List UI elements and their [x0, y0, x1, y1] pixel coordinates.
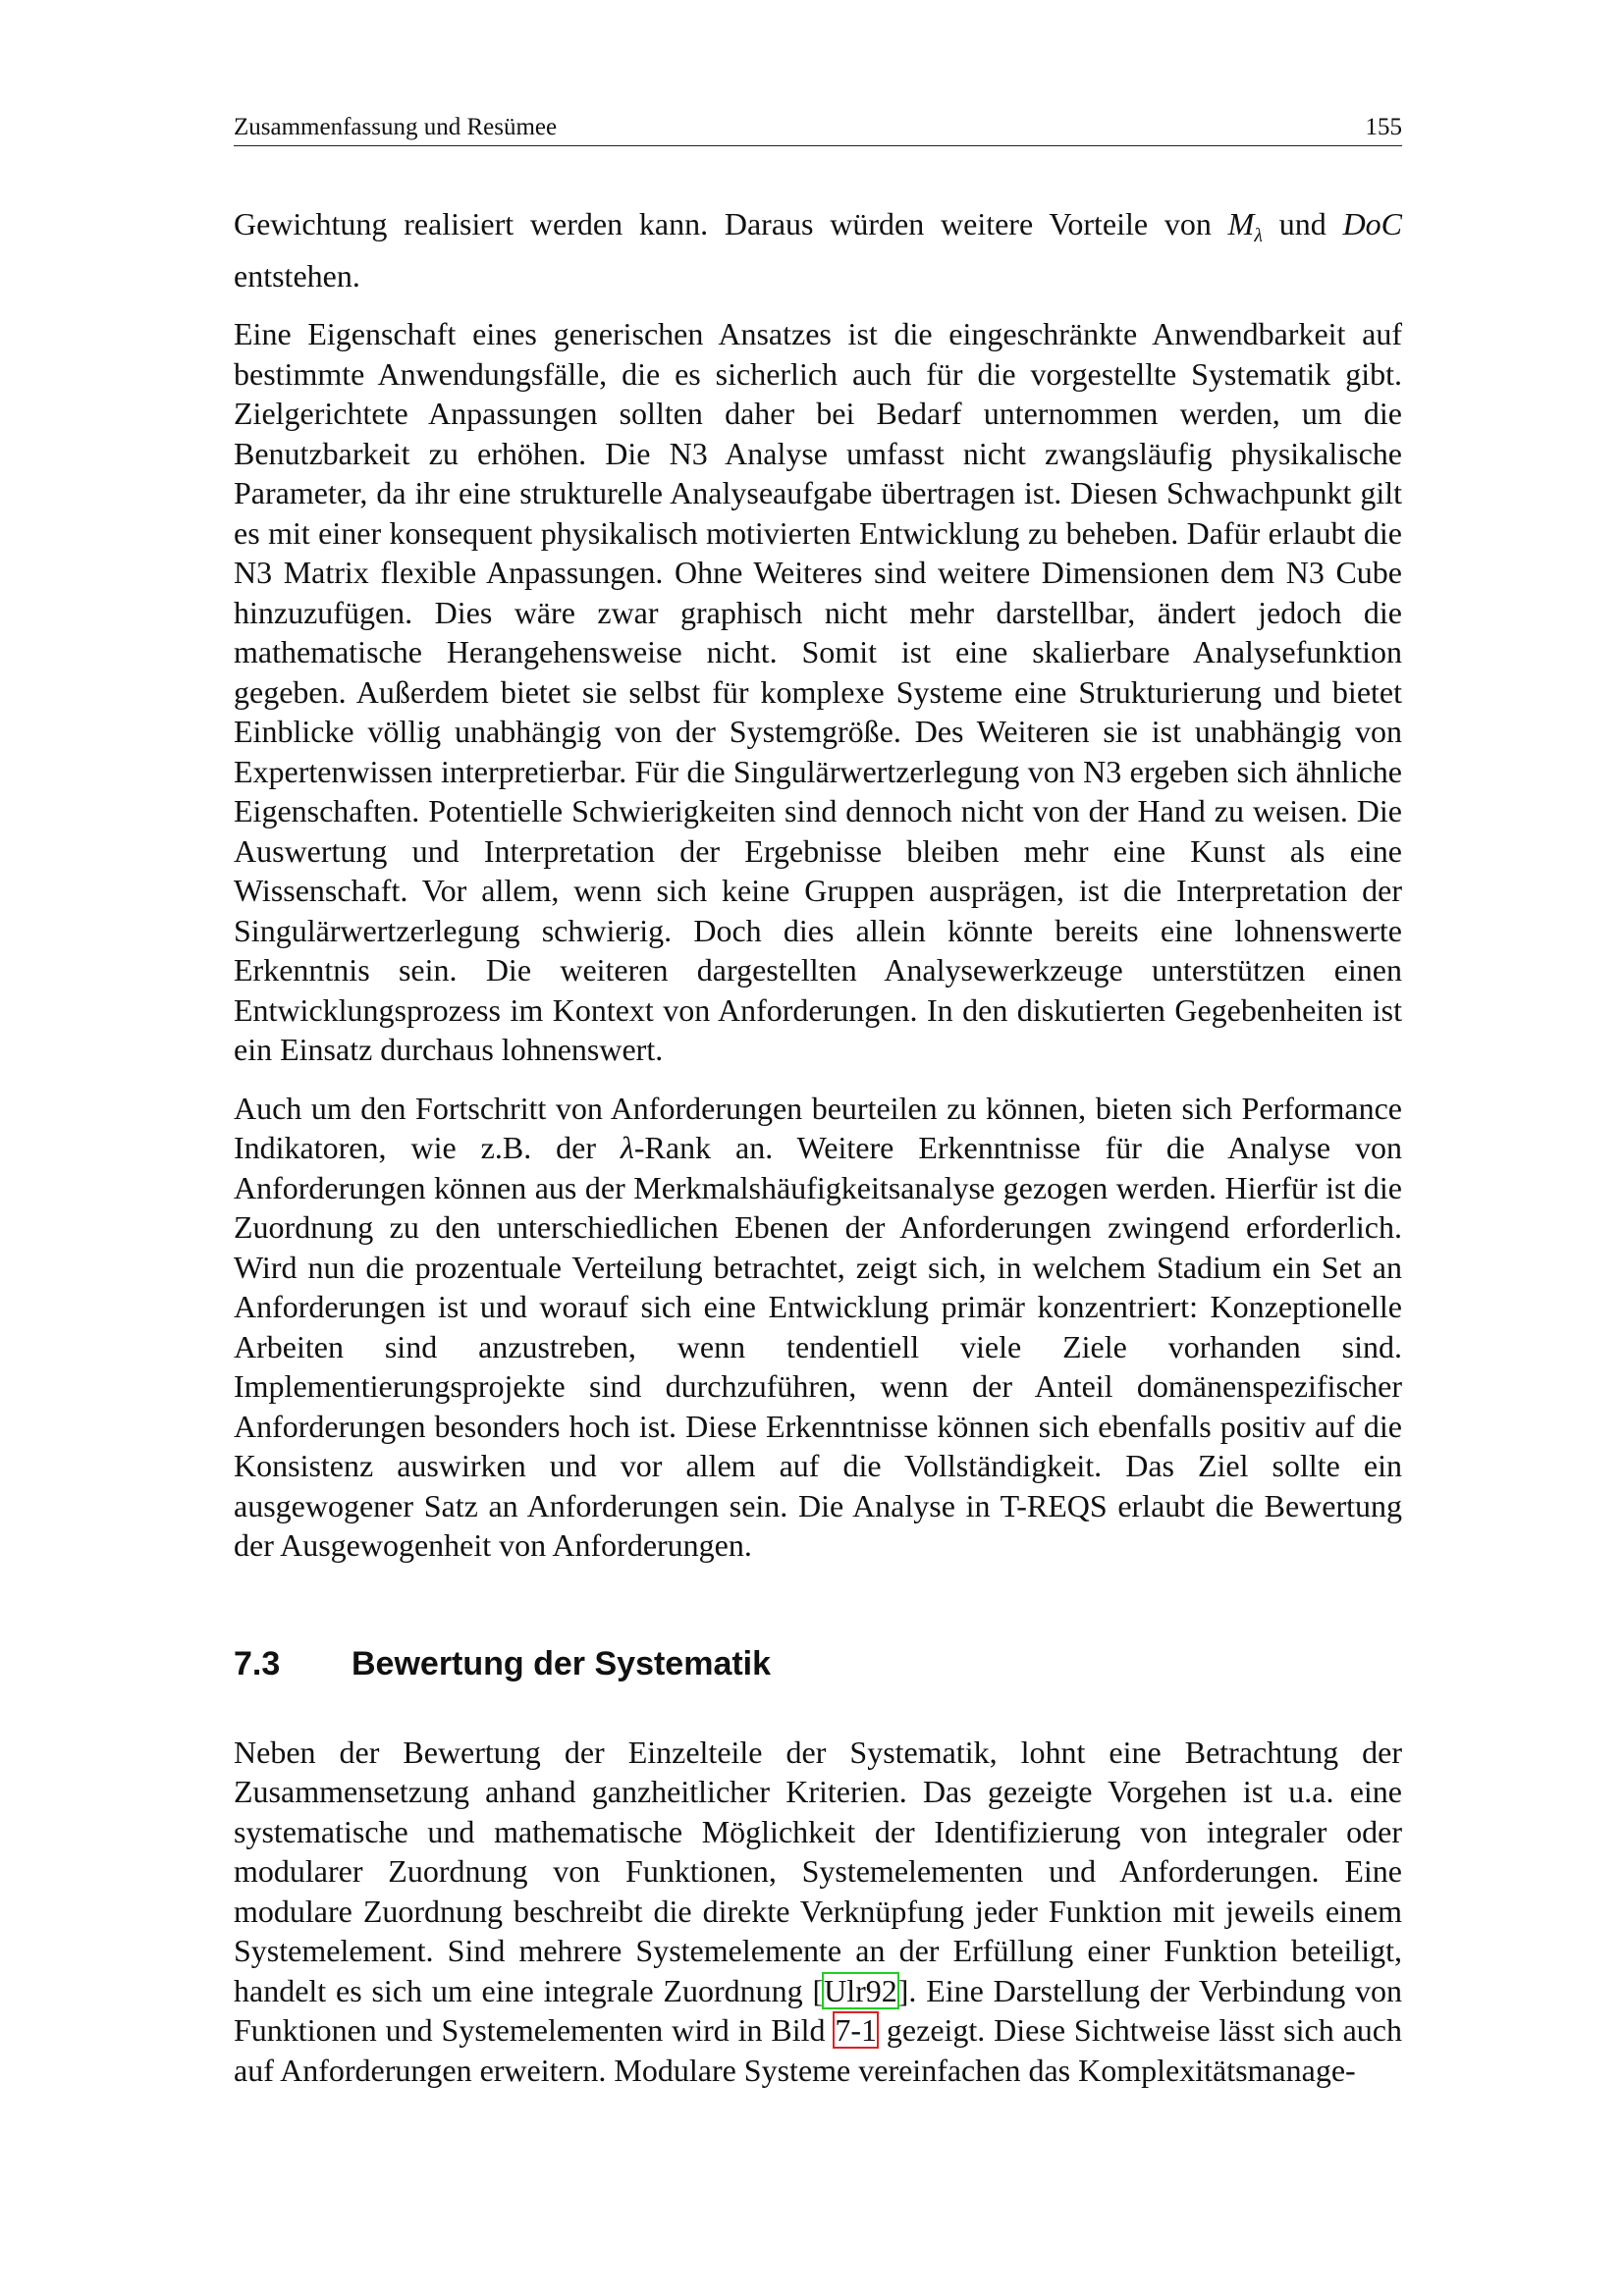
page-header	[234, 110, 1402, 146]
math-m: M	[1227, 206, 1255, 241]
page-number: 155	[1365, 114, 1402, 140]
section-title: Bewertung der Systematik	[352, 1644, 772, 1682]
section-number: 7.3	[234, 1644, 281, 1682]
citation-open-bracket: [	[812, 1972, 824, 2008]
page-body	[234, 204, 1402, 2109]
paragraph-3	[234, 1089, 1402, 1566]
paragraph-4	[234, 1733, 1402, 2091]
paragraph-4-text-a: Neben der Bewertung der Einzelteile der Systematik, lohnt eine Betrachtung der Zusammensetzung anhand ganzheitlicher Kriterien. Das gezeigte Vorgehen ist u.a. eine systematische und mathematische Möglichkeit der Identifizierung von integraler oder modularer Zuordnung von Funktionen, Systemelementen und Anforderungen. Eine modulare Zuordnung beschreibt die direkte Verknüpfung jeder Funktion mit jeweils einem Systemelement. Sind mehrere Systemelemente an der Erfüllung einer Funktion beteiligt, handelt es sich um eine integrale Zuordnung	[234, 1734, 1402, 2008]
paragraph-2: Eine Eigenschaft eines generischen Ansatzes ist die eingeschränkte Anwendbarkeit auf bestimmte Anwendungsfälle, die es sicherlich auch für die vorgestellte Systematik gibt. Zielgerichtete Anpassungen sollten daher bei Bedarf unternommen werden, um die Benutzbarkeit zu erhöhen. Die N3 Analyse umfasst nicht zwangsläufig physikalische Parameter, da ihr eine strukturelle Analyseaufgabe übertragen ist. Diesen Schwachpunkt gilt es mit einer konsequent physikalisch motivierten Entwicklung zu beheben. Dafür erlaubt die N3 Matrix flexible Anpassungen. Ohne Weiteres sind weitere Dimensionen dem N3 Cube hinzuzufügen. Dies wäre zwar graphisch nicht mehr darstellbar, ändert jedoch die mathematische Herangehensweise nicht. Somit ist eine skalierbare Analysefunktion gegeben. Außerdem bietet sie selbst für komplexe Systeme eine Strukturierung und bietet Einblicke völlig unabhängig von der Systemgröße. Des Weiteren sie ist unabhängig von Expertenwissen interpretierbar. Für die Singulärwertzerlegung von N3 ergeben sich ähnliche Eigenschaften. Potentielle Schwierigkeiten sind dennoch nicht von der Hand zu weisen. Die Auswertung und Interpretation der Ergebnisse bleiben mehr eine Kunst als eine Wissenschaft. Vor allem, wenn sich keine Gruppen ausprägen, ist die Interpretation der Singulärwertzerlegung schwierig. Doch dies allein könnte bereits eine lohnenswerte Erkenntnis sein. Die weiteren dargestellten Analysewerkzeuge unterstützen einen Entwicklungsprozess im Kontext von Anforderungen. In den diskutierten Gegebenheiten ist ein Einsatz durchaus lohnenswert.	[234, 316, 1402, 1067]
paragraph-3-text-a: Auch um den Fortschritt von Anforderungen beurteilen zu können, bieten sich Performance Indikatoren, wie z.B. der	[234, 1090, 1402, 1165]
paragraph-4-text-b: . Eine Darstellung der Verbindung von Funktionen und Systemelementen wird in Bild	[234, 1972, 1403, 2048]
paragraph-1-text-b: und	[1262, 206, 1343, 241]
math-lambda: λ	[621, 1130, 634, 1165]
section-heading	[234, 1644, 1402, 1683]
figure-reference-link[interactable]: 7-1	[835, 2012, 878, 2048]
math-m-lambda	[1227, 206, 1263, 246]
paragraph-4-text-c: gezeigt. Diese Sichtweise lässt sich auch auf Anforderungen erweitern. Modulare Systeme vereinfachen das Komplexitätsmanage-	[234, 2012, 1403, 2088]
citation-close-bracket: ]	[897, 1972, 909, 2008]
paragraph-1-text-c: entstehen.	[234, 257, 360, 294]
math-lambda-subscript: λ	[1254, 225, 1263, 246]
paragraph-1	[234, 204, 1402, 295]
running-title: Zusammenfassung und Resümee	[234, 114, 558, 140]
paragraph-1-text-a: Gewichtung realisiert werden kann. Daraus würden weitere Vorteile von	[234, 206, 1228, 241]
citation-link-ulr92[interactable]: Ulr92	[824, 1972, 897, 2008]
paragraph-3-text-b: -Rank an. Weitere Erkenntnisse für die Analyse von Anforderungen können aus der Merkmalshäufigkeitsanalyse gezogen werden. Hierfür ist die Zuordnung zu den unterschiedlichen Ebenen der Anforderungen zwingend erforderlich. Wird nun die prozentuale Verteilung betrachtet, zeigt sich, in welchem Stadium ein Set an Anforderungen ist und worauf sich eine Entwicklung primär konzentriert: Konzeptionelle Arbeiten sind anzustreben, wenn tendentiell viele Ziele vorhanden sind. Implementierungsprojekte sind durchzuführen, wenn der Anteil domänenspezifischer Anforderungen besonders hoch ist. Diese Erkenntnisse können sich ebenfalls positiv auf die Konsistenz auswirken und vor allem auf die Vollständigkeit. Das Ziel sollte ein ausgewogener Satz an Anforderungen sein. Die Analyse in T-REQS erlaubt die Bewertung der Ausgewogenheit von Anforderungen.	[234, 1130, 1403, 1563]
math-doc: DoC	[1342, 206, 1403, 241]
